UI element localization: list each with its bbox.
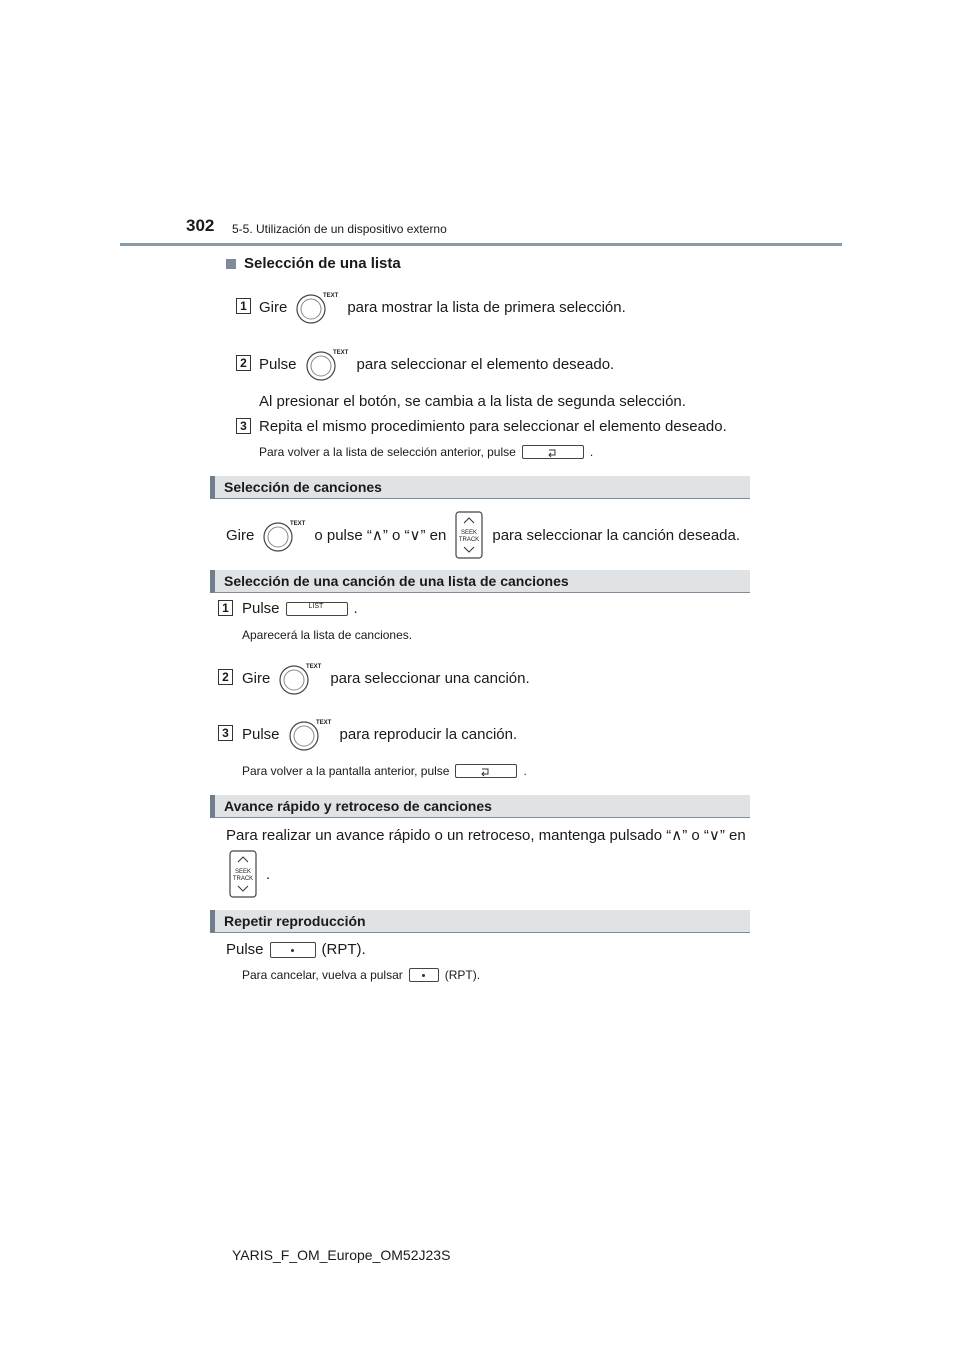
seek-track-button-icon (454, 511, 484, 559)
body-text: Gire TEXT o pulse “∧” o “∨” en SEEK TRACK para seleccionar la canción deseada. (226, 510, 740, 560)
step-number: 3 (218, 725, 233, 741)
list-button-icon: LIST (286, 602, 348, 616)
tune-knob-icon (288, 717, 332, 751)
preset-button-icon (409, 968, 439, 982)
svg-text:TEXT: TEXT (332, 350, 348, 356)
back-button-icon (522, 445, 584, 459)
step-number: 2 (236, 355, 251, 371)
tune-knob-icon (262, 518, 306, 552)
seek-track-button-icon (228, 850, 258, 898)
body-text: SEEK TRACK . (220, 850, 270, 898)
chapter-title: 5-5. Utilización de un dispositivo externo (232, 222, 447, 236)
section-bar: Repetir reproducción (210, 910, 750, 933)
square-bullet-icon (226, 259, 236, 269)
section-heading-list: Selección de una lista (226, 255, 401, 272)
step-number: 3 (236, 418, 251, 434)
svg-text:SEEK: SEEK (234, 869, 252, 875)
tune-knob-icon (305, 347, 349, 381)
document-id: YARIS_F_OM_Europe_OM52J23S (232, 1247, 451, 1263)
tune-knob-icon (278, 661, 322, 695)
section-bar: Avance rápido y retroceso de canciones (210, 795, 750, 818)
svg-text:TRACK: TRACK (459, 537, 480, 543)
step-number: 1 (236, 298, 251, 314)
svg-text:TEXT: TEXT (315, 720, 331, 726)
step-number: 2 (218, 669, 233, 685)
section-bar: Selección de una canción de una lista de canciones (210, 570, 750, 593)
note-text: Para volver a la lista de selección anterior, pulse . (259, 445, 594, 459)
preset-button-icon (270, 942, 316, 958)
note-text: Al presionar el botón, se cambia a la lista de segunda selección. (259, 393, 686, 410)
note-text: Para cancelar, vuelva a pulsar (RPT). (242, 968, 481, 982)
step-text: Pulse LIST . (242, 600, 358, 617)
page-number: 302 (186, 216, 215, 235)
step-text: Pulse TEXT para seleccionar el elemento deseado. (259, 347, 614, 381)
step-number: 1 (218, 600, 233, 616)
note-text: Para volver a la pantalla anterior, pulse . (242, 764, 527, 778)
step-text: Gire TEXT para mostrar la lista de primera selección. (259, 290, 626, 324)
back-button-icon (455, 764, 517, 778)
tune-knob-icon (295, 290, 339, 324)
svg-text:SEEK: SEEK (461, 530, 478, 536)
body-text: Pulse (RPT). (226, 941, 366, 958)
svg-text:TRACK: TRACK (232, 876, 254, 882)
svg-text:TEXT: TEXT (323, 293, 339, 299)
svg-text:TEXT: TEXT (306, 664, 322, 670)
step-text: Pulse TEXT para reproducir la canción. (242, 717, 517, 751)
body-text: Para realizar un avance rápido o un retroceso, mantenga pulsado “∧” o “∨” en (226, 827, 746, 844)
svg-text:TEXT: TEXT (290, 521, 306, 527)
header-divider (120, 243, 842, 246)
step-text: Gire TEXT para seleccionar una canción. (242, 661, 530, 695)
note-text: Aparecerá la lista de canciones. (242, 628, 413, 642)
step-text: Repita el mismo procedimiento para seleccionar el elemento deseado. (259, 418, 727, 435)
section-bar: Selección de canciones (210, 476, 750, 499)
